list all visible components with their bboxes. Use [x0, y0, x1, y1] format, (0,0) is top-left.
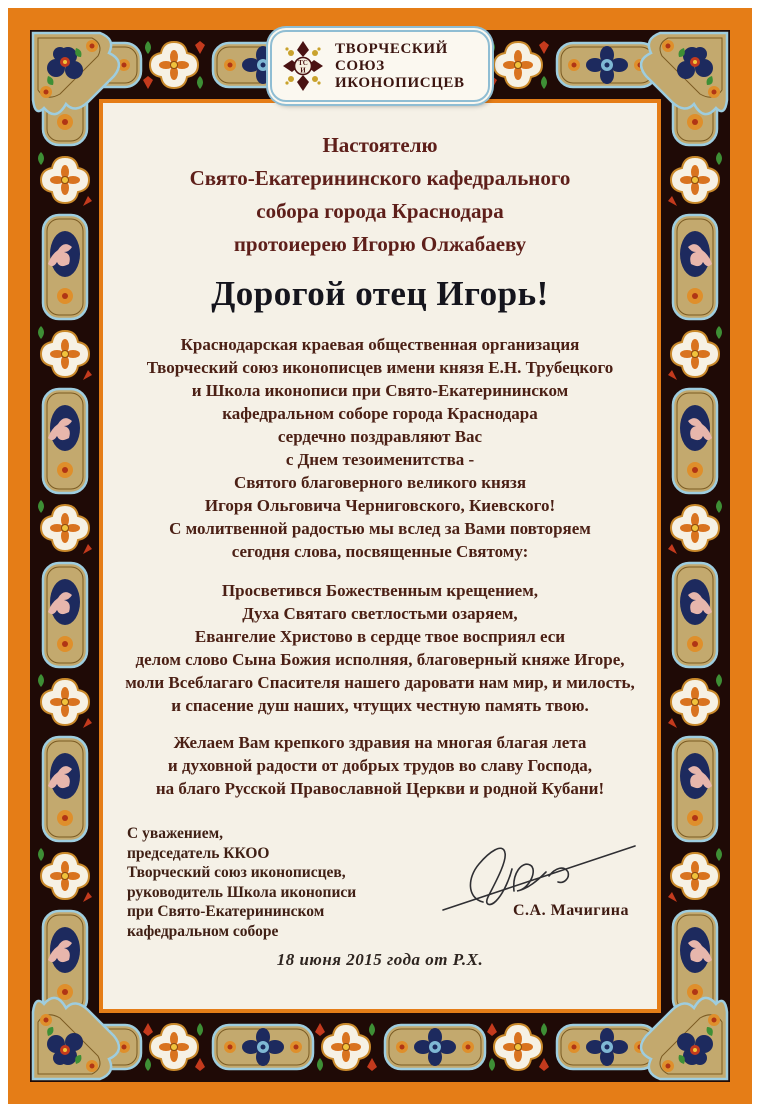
icon-painters-union-emblem-icon [280, 39, 326, 93]
wishes-line: на благо Русской Православной Церкви и родной Кубани! [155, 779, 605, 798]
prayer-paragraph [125, 579, 635, 717]
recipient-line: Свято-Екатерининского кафедрального [189, 166, 571, 190]
greeting-paragraph [147, 333, 614, 563]
logo-line-2: СОЮЗ [335, 57, 385, 74]
greeting-line: кафедральном соборе города Краснодара [222, 404, 538, 423]
border-left-ornament-icon [36, 36, 94, 1076]
corner-ornament-icon [30, 982, 130, 1082]
greeting-line: Игоря Ольговича Черниговского, Киевского! [204, 496, 556, 515]
salutation-heading: Дорогой отец Игорь! [211, 274, 549, 313]
signature-block [103, 824, 657, 942]
signature-line: С уважением, [127, 825, 224, 842]
wishes-line: Желаем Вам крепкого здравия на многая благая лета [173, 733, 587, 752]
signatory-titles [127, 824, 427, 941]
signature-area [427, 824, 633, 942]
prayer-line: Духа Святаго светлостьми озаряем, [242, 604, 518, 623]
greeting-line: с Днем тезоименитства - [285, 450, 475, 469]
svg-text:ТС: ТС [298, 59, 308, 67]
prayer-line: и спасение душ наших, чтущих честную память твою. [171, 696, 589, 715]
greeting-line: Творческий союз иконописцев имени князя Е.Н. Трубецкого [146, 358, 614, 377]
greeting-line: и Школа иконописи при Свято-Екатерининском [191, 381, 569, 400]
prayer-line: Просветився Божественным крещением, [221, 581, 539, 600]
signature-line: при Свято-Екатерининском [127, 903, 325, 920]
prayer-line: Евангелие Христово в сердце твое восприял еси [194, 627, 566, 646]
recipient-line: протоиерею Игорю Олжабаеву [233, 232, 527, 256]
logo-cartouche [270, 30, 490, 102]
svg-text:И: И [300, 66, 306, 75]
border-right-ornament-icon [666, 36, 724, 1076]
greeting-line: С молитвенной радостью мы вслед за Вами повторяем [169, 519, 591, 538]
signature-line: кафедральном соборе [127, 922, 279, 940]
corner-ornament-icon [30, 30, 130, 130]
corner-ornament-icon [630, 30, 730, 130]
corner-ornament-icon [630, 982, 730, 1082]
prayer-line: моли Всеблагаго Спасителя нашего даровати нам мир, и милость, [125, 673, 635, 692]
greeting-line: сердечно поздравляют Вас [277, 427, 483, 446]
greeting-line: сегодня слова, посвященные Святому: [231, 542, 529, 561]
signature-line: Творческий союз иконописцев, [127, 864, 346, 881]
signature-line: председатель ККОО [127, 844, 270, 862]
border-bottom-ornament-icon [36, 1018, 724, 1076]
recipient-line: собора города Краснодара [256, 199, 504, 223]
recipient-block [190, 129, 571, 261]
date-line: 18 июня 2015 года от Р.Х. [276, 950, 484, 969]
wishes-line: и духовной радости от добрых трудов во славу Господа, [167, 756, 593, 775]
signatory-name: С.А. Мачигина [512, 902, 629, 919]
logo-line-1: ТВОРЧЕСКИЙ [335, 40, 448, 57]
greeting-line: Святого благоверного великого князя [233, 473, 527, 492]
wishes-paragraph [156, 731, 604, 800]
prayer-line: делом слово Сына Божия исполняя, благоверный княже Игоре, [135, 650, 625, 669]
greeting-line: Краснодарская краевая общественная организация [180, 335, 580, 354]
letter-body [103, 103, 657, 1009]
signature-line: руководитель Школа иконописи [127, 883, 357, 901]
recipient-line: Настоятелю [322, 133, 438, 157]
logo-line-3: ИКОНОПИСЦЕВ [335, 74, 465, 91]
